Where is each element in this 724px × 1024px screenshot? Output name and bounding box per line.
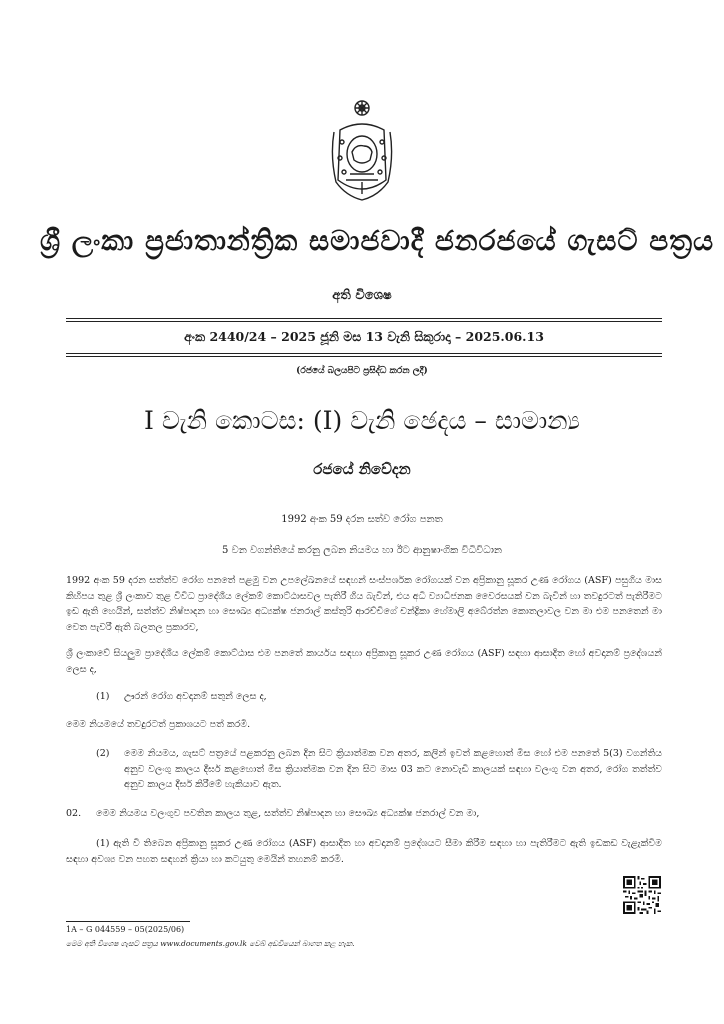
bottom-rule-2 (66, 356, 662, 357)
item-number-2: (2) (96, 748, 110, 759)
paragraph-preamble: 1992 අංක 59 දරන සත්ත්ව රෝග පනතේ පළමු වන උපලේඛනයේ සඳහන් සංස්පර්ශක රෝගයක් වන අප්‍රිකානු සූකර උණ රෝගය (ASF) පසුගිය මාස කිහිපය තුළ ශ්‍රී ලංකාව තුළ විවිධ ප්‍රාදේශීය ලේකම් කොට්ඨාසවල පැතිරී ගිය බැවින්, එය අධි ව්‍යාධිජනක වෛරසයක් වන බැවින් හා තවදුරටත් පැතිරීමට ඉඩ ඇති හෙයින්, සත්ත්ව නිෂ්පාදන හා සෞඛ්‍ය අධ්‍යක්ෂ ජනරාල් කස්තුරි ආරච්චිගේ චන්ද්‍රිකා හේමාලි අබේරත්න කොතලාවල වන මා එම පනතෙන් මා වෙත පැවරී ඇති බලතල ප්‍රකාරව, (66, 575, 662, 633)
paragraph-prohibition: (1) ඇති වී තිබෙන අප්‍රිකානු සූකර උණ රෝගය (ASF) ආසාදිත හා අවදානම් ප්‍රදේශයට සීමා කිරීම සඳහා හා පැතිරීමට ඇති ඉඩකඩ වැළැක්වීම සඳහා අවශ්‍ය වන පහත සඳහන් ක්‍රියා හා කටයුතු මෙයින් තහනම් කරමි. (66, 838, 662, 865)
bottom-rule-1 (66, 353, 662, 354)
sub-title: 5 වන වගන්තියේ කරනු ලබන නියමය හා ඊට ආනුෂාංගික විධිවිධාන (221, 545, 503, 556)
gazette-title: ශ්‍රී ලංකා ප්‍රජාතාන්ත්‍රික සමාජවාදී ජනරජයේ ගැසට් පත්‍රය (40, 224, 715, 257)
section-text-02: මෙම නියමය වලංගුව පවතින කාලය තුළ, සත්ත්ව නිෂ්පාදන හා සෞඛ්‍ය අධ්‍යක්ෂ ජනරාල් වන මා, (96, 808, 480, 819)
footer-code: 1A – G 044559 – 05(2025/06) (66, 925, 185, 934)
authority-line: (රජයේ බලයපිට ප්‍රසිද්ධ කරන ලදී) (296, 366, 428, 376)
extraordinary-label: අති විශෙෂ (332, 288, 392, 303)
top-rule-2 (66, 321, 662, 322)
item-text-2: මෙම නියමය, ගැසට් පත්‍රයේ පළකරනු ලබන දින සිට ක්‍රියාත්මක වන අතර, කලින් ඉවත් කළහොත් මිස හෝ එම පනතේ 5(3) වගන්තිය අනුව වලංගු කාලය දීර්ඝ කළහොත් මිස ක්‍රියාත්මක වන දින සිට මාස 03 කට නොවැඩි කාලයක් සඳහා වලංගු වන අතර, රෝග තත්ත්ව අනුව කාලය දීර්ඝ කිරීමේ හැකියාව ඇත. (124, 748, 662, 790)
footer-note: මෙම අති විශෙෂ ගැසට් පත්‍රය www.documents.gov.lk වෙබ් අඩවියෙන් බාගත කළ හැක. (66, 939, 355, 948)
issue-line: අංක 2440/24 – 2025 ජූනි මස 13 වැනි සිකුරාදා – 2025.06.13 (184, 329, 544, 344)
item-number-1: (1) (96, 691, 110, 702)
paragraph-publication: මෙම නියමයේ තවදුරටත් ප්‍රකාශයට පත් කරමි. (66, 719, 251, 730)
paragraph-declaration: ශ්‍රී ලංකාවේ සියලුම ප්‍රාදේශීය ලේකම් කොට්ඨාස එම පනතේ කාර්යය සඳහා අප්‍රිකානු සූකර උණ රෝගය (ASF) සඳහා ආසාදිත හෝ අවදානම් ප්‍රදේශයන් ලෙස ද, (66, 648, 662, 675)
state-emblem-icon (326, 96, 398, 206)
section-number-02: 02. (66, 808, 82, 819)
part-heading: I වැනි කොටස: (I) වැනි ඡෙදය – සාමාන්‍ය (144, 406, 580, 435)
item-text-1: ඌරන් රෝග අවදානම් සතුන් ලෙස ද, (124, 691, 267, 702)
footer-rule (66, 921, 190, 922)
qr-code-icon (623, 876, 661, 914)
top-rule-1 (66, 318, 662, 319)
act-title: 1992 අංක 59 දරන සත්ව රෝග පනත (281, 514, 443, 525)
notification-heading: රජයේ නිවේදන (313, 460, 411, 478)
